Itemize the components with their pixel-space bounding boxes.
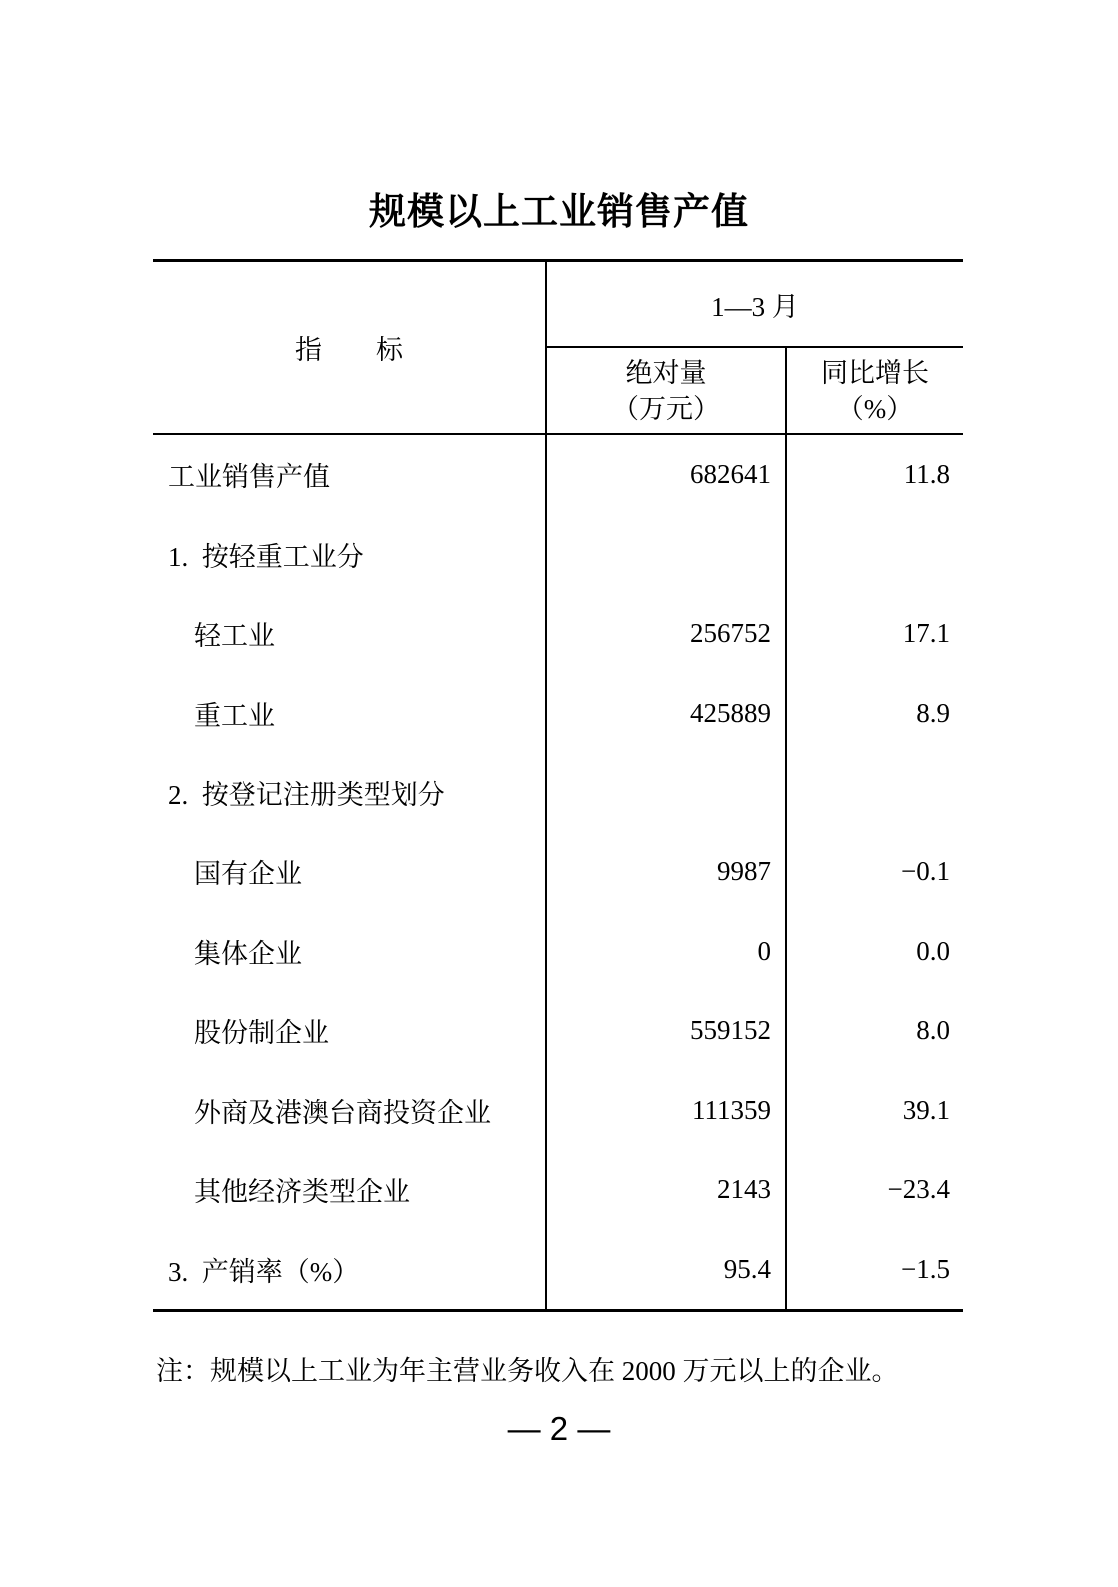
growth-value-cell: 8.9	[916, 697, 950, 728]
table-row	[153, 673, 963, 752]
indicator-cell: 其他经济类型企业	[194, 1177, 410, 1208]
table-row	[153, 594, 963, 673]
absolute-value-cell: 111359	[692, 1094, 771, 1125]
indicator-cell: 3. 产销率（%）	[168, 1256, 360, 1287]
page-number: — 2 —	[507, 1410, 611, 1447]
absolute-value-cell: 682641	[690, 459, 771, 490]
growth-value-cell: −0.1	[901, 856, 950, 887]
absolute-value-cell: 0	[757, 935, 771, 966]
header-growth-line2: （%）	[836, 393, 914, 424]
absolute-value-cell: 425889	[690, 697, 771, 728]
absolute-value-cell: 559152	[690, 1015, 771, 1046]
growth-value-cell: −23.4	[887, 1174, 950, 1205]
absolute-value-cell: 95.4	[723, 1253, 771, 1284]
table-row	[153, 912, 963, 991]
table-row	[153, 753, 963, 832]
growth-value-cell: 17.1	[902, 618, 950, 649]
table-row	[153, 435, 963, 514]
growth-value-cell: 11.8	[903, 459, 950, 490]
indicator-cell: 国有企业	[194, 859, 302, 890]
table-row	[153, 1071, 963, 1150]
absolute-value-cell: 2143	[717, 1174, 771, 1205]
table-row	[153, 514, 963, 593]
growth-value-cell: −1.5	[901, 1253, 950, 1284]
growth-value-cell: 0.0	[916, 935, 950, 966]
header-absolute-line1: 绝对量	[625, 357, 707, 388]
header-growth	[787, 348, 963, 433]
growth-value-cell: 8.0	[916, 1015, 950, 1046]
indicator-cell: 股份制企业	[194, 1018, 329, 1049]
table-row	[153, 832, 963, 911]
table-note: 注：规模以上工业为年主营业务收入在 2000 万元以上的企业。	[156, 1356, 899, 1386]
indicator-cell: 2. 按登记注册类型划分	[168, 780, 445, 811]
indicator-cell: 1. 按轻重工业分	[168, 541, 364, 572]
page-title: 规模以上工业销售产值	[369, 191, 749, 232]
indicator-cell: 外商及港澳台商投资企业	[194, 1097, 491, 1128]
growth-value-cell: 39.1	[902, 1094, 950, 1125]
absolute-value-cell: 9987	[717, 856, 771, 887]
indicator-cell: 集体企业	[194, 938, 302, 969]
table-row	[153, 1230, 963, 1309]
absolute-value-cell: 256752	[690, 618, 771, 649]
header-absolute-amount	[547, 348, 785, 433]
indicator-cell: 轻工业	[194, 621, 275, 652]
table-row	[153, 991, 963, 1070]
header-growth-line1: 同比增长	[821, 357, 929, 388]
table-row	[153, 1150, 963, 1229]
indicator-cell: 工业销售产值	[168, 462, 330, 493]
header-period: 1—3 月	[711, 291, 799, 322]
header-indicator: 指 标	[295, 335, 403, 365]
header-absolute-line2: （万元）	[612, 393, 720, 424]
industrial-sales-table	[153, 259, 963, 1312]
table-body	[153, 435, 963, 1309]
indicator-cell: 重工业	[194, 700, 275, 731]
